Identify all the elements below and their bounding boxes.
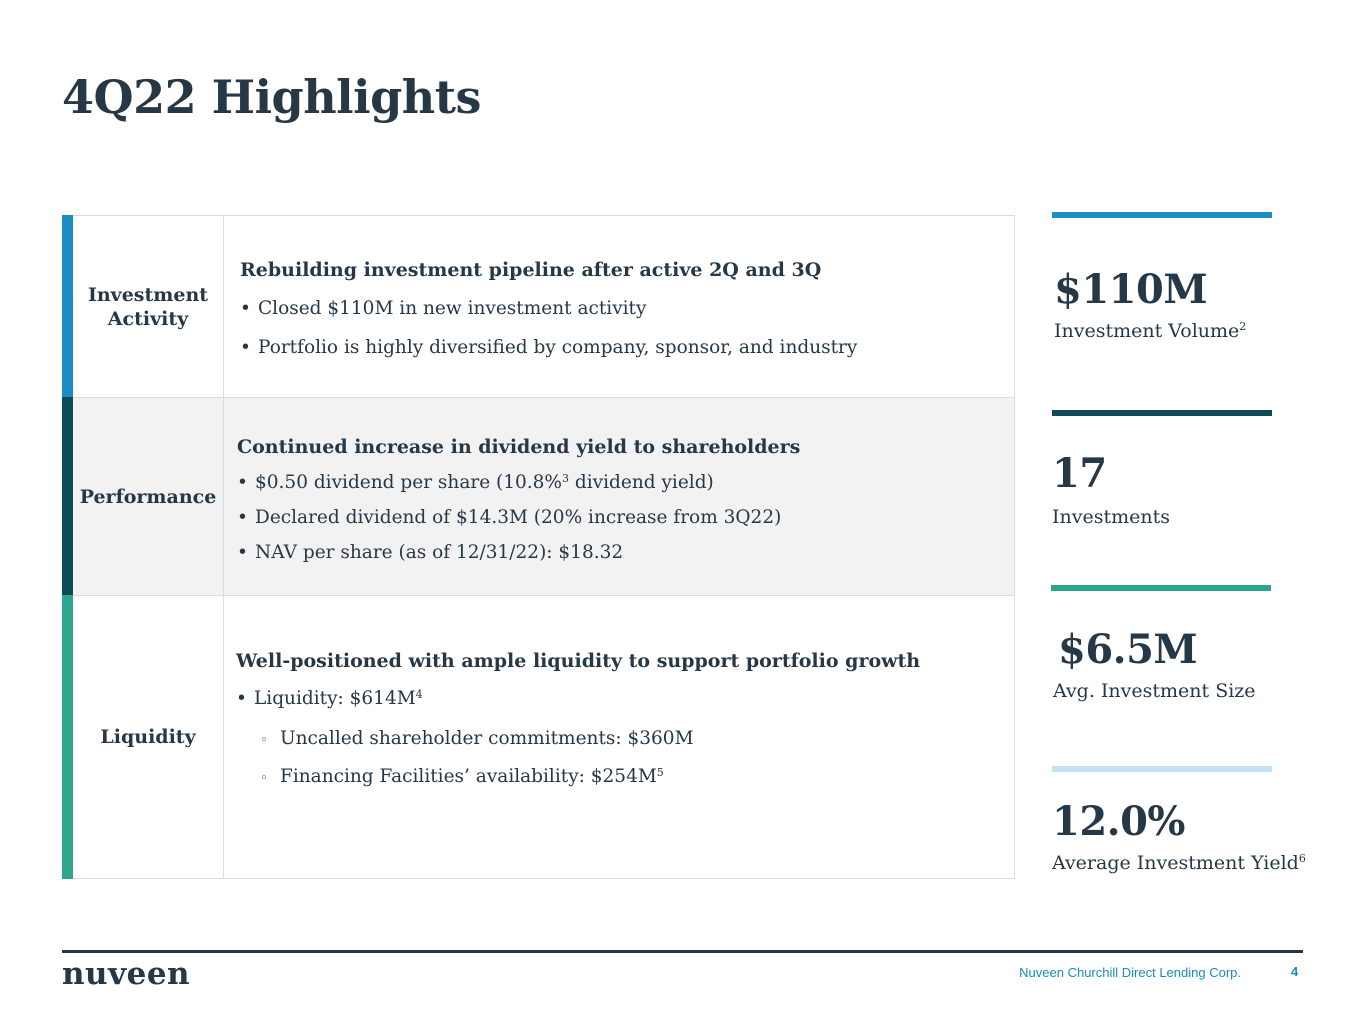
stat-value-investment-volume: $110M xyxy=(1054,266,1208,313)
bullet-icon: • xyxy=(236,688,247,709)
list-item xyxy=(260,766,664,787)
row-content xyxy=(225,398,1015,595)
list-item xyxy=(237,507,781,528)
sub-bullet-icon: ◦ xyxy=(260,733,268,748)
bullet-icon: • xyxy=(240,337,251,358)
stat-label-text: Avg. Investment Size xyxy=(1053,680,1256,702)
row-content xyxy=(225,216,1015,397)
list-item xyxy=(237,472,714,493)
nuveen-logo: nuveen xyxy=(62,956,191,992)
stat-accent-bar xyxy=(1052,410,1272,416)
bullet-text: Uncalled shareholder commitments: $360M xyxy=(280,728,694,749)
stat-label-text: Average Investment Yield xyxy=(1052,852,1299,874)
sub-bullet-icon: ◦ xyxy=(260,771,268,786)
page-title: 4Q22 Highlights xyxy=(62,70,481,124)
footer-company-name: Nuveen Churchill Direct Lending Corp. xyxy=(1019,965,1241,980)
page-number: 4 xyxy=(1291,964,1299,979)
stat-label-avg-investment-size xyxy=(1053,680,1256,702)
row-label-performance: Performance xyxy=(73,398,224,595)
row-accent-bar xyxy=(62,215,73,398)
footnote-marker: 3 xyxy=(562,472,570,485)
table-row-performance xyxy=(62,397,1015,595)
footnote-marker: 6 xyxy=(1298,852,1306,865)
stat-label-investments xyxy=(1052,506,1170,528)
stat-value-average-investment-yield: 12.0% xyxy=(1052,798,1185,845)
list-item xyxy=(240,298,646,319)
row-content xyxy=(225,596,1015,878)
footer-divider xyxy=(62,950,1303,953)
list-item xyxy=(236,688,423,709)
stat-value-investments: 17 xyxy=(1052,450,1107,497)
stat-label-investment-volume xyxy=(1054,320,1246,342)
row-heading: Well-positioned with ample liquidity to support portfolio growth xyxy=(236,650,921,672)
bullet-text: NAV per share (as of 12/31/22): $18.32 xyxy=(255,542,624,563)
bullet-icon: • xyxy=(237,472,248,493)
highlights-table xyxy=(62,215,1015,879)
stat-label-text: Investments xyxy=(1052,506,1170,528)
row-accent-bar xyxy=(62,397,73,596)
list-item xyxy=(240,337,857,358)
stat-accent-bar xyxy=(1052,212,1272,218)
bullet-text: Closed $110M in new investment activity xyxy=(258,298,647,319)
bullet-icon: • xyxy=(237,542,248,563)
bullet-text: $0.50 dividend per share (10.8% xyxy=(255,472,563,493)
table-row-investment-activity xyxy=(62,215,1015,397)
bullet-text: Portfolio is highly diversified by company, sponsor, and industry xyxy=(258,337,858,358)
footnote-marker: 4 xyxy=(415,688,423,701)
footnote-marker: 5 xyxy=(656,766,664,779)
stat-accent-bar xyxy=(1052,766,1272,772)
footnote-marker: 2 xyxy=(1239,320,1247,333)
bullet-text: Declared dividend of $14.3M (20% increase from 3Q22) xyxy=(255,507,782,528)
stat-accent-bar xyxy=(1051,585,1271,591)
bullet-icon: • xyxy=(240,298,251,319)
stat-value-avg-investment-size: $6.5M xyxy=(1058,626,1198,673)
row-label-liquidity: Liquidity xyxy=(73,596,224,878)
bullet-text: dividend yield) xyxy=(574,472,714,493)
row-heading: Continued increase in dividend yield to shareholders xyxy=(237,436,801,458)
list-item xyxy=(237,542,623,563)
row-label-investment-activity: Investment Activity xyxy=(73,216,224,397)
bullet-icon: • xyxy=(237,507,248,528)
stat-label-average-investment-yield xyxy=(1052,852,1306,874)
bullet-text: Liquidity: $614M xyxy=(254,688,416,709)
bullet-text: Financing Facilities’ availability: $254M xyxy=(280,766,657,787)
row-heading: Rebuilding investment pipeline after active 2Q and 3Q xyxy=(240,259,822,281)
table-row-liquidity xyxy=(62,595,1015,879)
row-accent-bar xyxy=(62,595,73,879)
list-item xyxy=(260,728,694,749)
stat-label-text: Investment Volume xyxy=(1054,320,1240,342)
